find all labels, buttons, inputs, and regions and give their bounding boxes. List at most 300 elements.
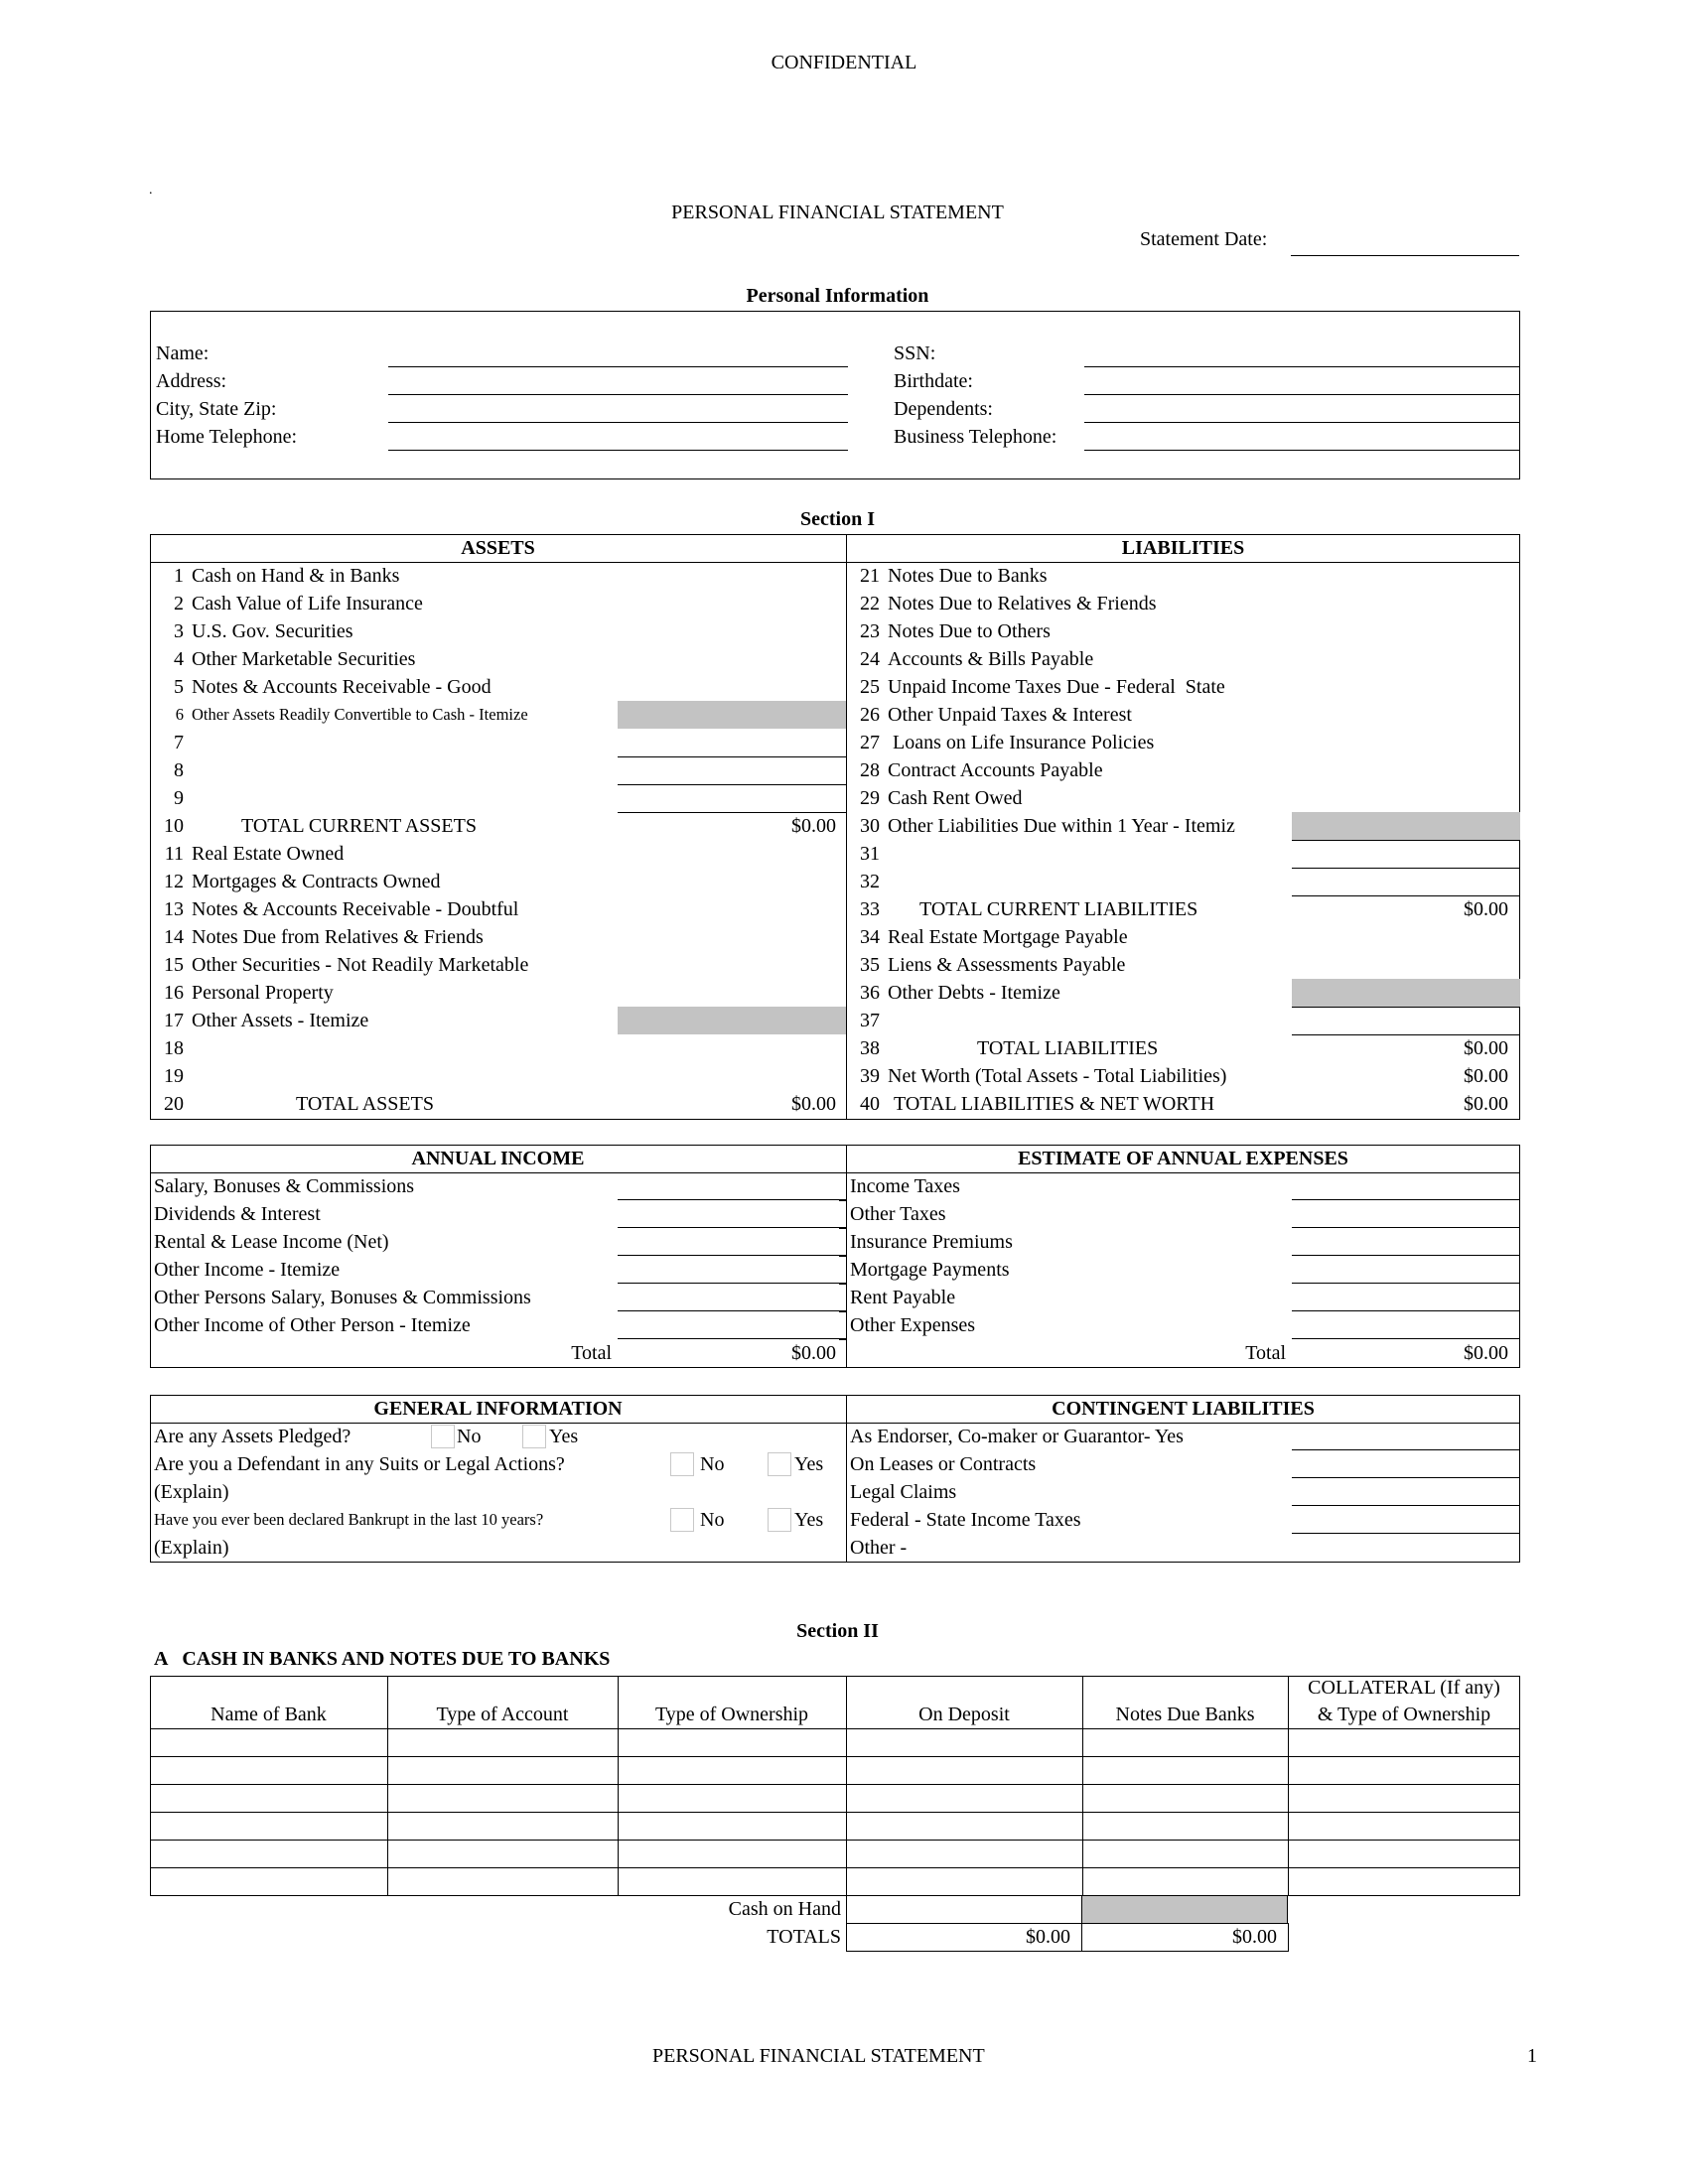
bank-table-cell[interactable] — [622, 1840, 842, 1867]
liabilities-header: LIABILITIES — [1121, 537, 1245, 559]
assets-pledged-no-checkbox[interactable] — [431, 1425, 455, 1448]
asset-8-rule — [618, 784, 846, 785]
liability-row — [850, 701, 1132, 729]
expense-value-field[interactable] — [1292, 1172, 1520, 1200]
bank-table-cell[interactable] — [850, 1784, 1078, 1812]
asset-label: Cash Value of Life Insurance — [192, 593, 423, 614]
bank-table-cell[interactable] — [154, 1728, 383, 1756]
liability-number: 37 — [860, 1010, 880, 1031]
asset-number: 14 — [164, 926, 184, 948]
assets-pledged-question: Are any Assets Pledged? — [154, 1426, 352, 1447]
document-title: PERSONAL FINANCIAL STATEMENT — [671, 202, 1004, 223]
defendant-no-checkbox[interactable] — [670, 1452, 694, 1476]
asset-9-rule — [618, 812, 846, 813]
asset-value[interactable] — [618, 590, 836, 617]
bank-table-cell[interactable] — [154, 1840, 383, 1867]
bankrupt-no-label: No — [700, 1509, 725, 1531]
bank-table-cell[interactable] — [622, 1756, 842, 1784]
col-type-of-ownership: Type of Ownership — [654, 1704, 809, 1725]
liability-label: Contract Accounts Payable — [888, 759, 1103, 781]
asset-label: Real Estate Owned — [192, 843, 345, 865]
bank-table-cell[interactable] — [850, 1756, 1078, 1784]
assets-pledged-yes-checkbox[interactable] — [522, 1425, 546, 1448]
liability-30-rule — [1292, 840, 1520, 841]
liability-number: 33 — [860, 898, 880, 920]
liability-value[interactable] — [1292, 562, 1508, 590]
expenses-total-value: $0.00 — [1464, 1342, 1508, 1364]
liability-number: 26 — [860, 704, 880, 726]
liability-number: 21 — [860, 565, 880, 587]
liability-value[interactable] — [1292, 617, 1508, 645]
asset-label: Notes Due from Relatives & Friends — [192, 926, 484, 948]
liability-label: TOTAL CURRENT LIABILITIES — [919, 898, 1198, 920]
col-notes-due-banks: Notes Due Banks — [1115, 1704, 1255, 1725]
general-info-header: GENERAL INFORMATION — [373, 1398, 623, 1420]
asset-7-rule — [618, 756, 846, 757]
asset-number: 15 — [164, 954, 184, 976]
expense-value-field[interactable] — [1292, 1311, 1520, 1339]
bank-table-cell[interactable] — [850, 1867, 1078, 1895]
liability-value[interactable] — [1292, 923, 1508, 951]
asset-number: 5 — [174, 676, 184, 698]
col-name-of-bank: Name of Bank — [211, 1704, 327, 1725]
liability-value: $0.00 — [1464, 1037, 1508, 1059]
liability-number: 27 — [860, 732, 880, 753]
bank-table-cell[interactable] — [622, 1867, 842, 1895]
city-state-zip-field[interactable] — [388, 395, 848, 423]
income-value-field[interactable] — [618, 1200, 846, 1228]
liability-row — [850, 1090, 1214, 1118]
liability-label: Accounts & Bills Payable — [888, 648, 1094, 670]
bank-table-cell[interactable] — [154, 1784, 383, 1812]
bank-table-cell[interactable] — [1292, 1756, 1516, 1784]
annual-income-header: ANNUAL INCOME — [411, 1148, 585, 1169]
bank-table-cell[interactable] — [850, 1840, 1078, 1867]
expense-value-field[interactable] — [1292, 1256, 1520, 1284]
address-label: Address: — [156, 370, 227, 392]
liability-label: Net Worth (Total Assets - Total Liabilities) — [888, 1065, 1227, 1087]
liability-value[interactable] — [1292, 840, 1508, 868]
liability-number: 36 — [860, 982, 880, 1004]
asset-value[interactable] — [618, 1062, 836, 1090]
ssn-label: SSN: — [894, 342, 936, 364]
liability-row — [850, 562, 1048, 590]
asset-row — [154, 756, 192, 784]
asset-number: 20 — [164, 1093, 184, 1115]
section-2-heading: Section II — [796, 1620, 879, 1642]
home-telephone-label: Home Telephone: — [156, 426, 298, 448]
bank-table-cell[interactable] — [622, 1728, 842, 1756]
income-label: Other Income - Itemize — [154, 1259, 341, 1281]
liability-row — [850, 756, 1103, 784]
bank-table-cell[interactable] — [1292, 1728, 1516, 1756]
asset-row — [154, 701, 528, 729]
asset-label: TOTAL ASSETS — [296, 1093, 434, 1115]
liability-row — [850, 895, 1197, 923]
asset-value[interactable] — [618, 868, 836, 895]
liability-row — [850, 1034, 1158, 1062]
income-total-label: Total — [571, 1342, 612, 1364]
liability-value[interactable] — [1292, 784, 1508, 812]
personal-info-box — [150, 311, 1520, 479]
asset-value[interactable] — [618, 979, 836, 1007]
asset-row — [154, 1090, 434, 1118]
bank-table-cell[interactable] — [622, 1812, 842, 1840]
liability-label: Notes Due to Banks — [888, 565, 1048, 587]
asset-label: Cash on Hand & in Banks — [192, 565, 400, 587]
liability-number: 39 — [860, 1065, 880, 1087]
expense-label: Income Taxes — [850, 1175, 960, 1197]
liability-value: $0.00 — [1464, 898, 1508, 920]
totals-label: TOTALS — [767, 1926, 841, 1948]
liability-row — [850, 951, 1125, 979]
asset-value[interactable] — [618, 617, 836, 645]
contingent-value-field[interactable] — [1292, 1423, 1520, 1450]
asset-row — [154, 868, 441, 895]
asset-value[interactable] — [618, 840, 836, 868]
liability-37-rule — [1292, 1034, 1520, 1035]
liability-value[interactable] — [1292, 645, 1508, 673]
asset-number: 4 — [174, 648, 184, 670]
col-collateral-line2: & Type of Ownership — [1317, 1704, 1491, 1725]
liability-value[interactable] — [1292, 729, 1508, 756]
defendant-yes-checkbox[interactable] — [768, 1452, 791, 1476]
contingent-liabilities-header: CONTINGENT LIABILITIES — [1052, 1398, 1315, 1420]
dependents-label: Dependents: — [894, 398, 993, 420]
liability-number: 29 — [860, 787, 880, 809]
asset-row — [154, 1062, 192, 1090]
expenses-total-label: Total — [1245, 1342, 1286, 1364]
contingent-value-field[interactable] — [1292, 1450, 1520, 1478]
bank-table-cell[interactable] — [1086, 1812, 1284, 1840]
asset-value[interactable] — [618, 923, 836, 951]
liability-number: 34 — [860, 926, 880, 948]
bank-table-cell[interactable] — [1086, 1867, 1284, 1895]
asset-row — [154, 812, 477, 840]
cash-on-hand-label: Cash on Hand — [728, 1898, 841, 1920]
asset-number: 8 — [174, 759, 184, 781]
home-telephone-field[interactable] — [388, 423, 848, 451]
liability-row — [850, 979, 1060, 1007]
bank-table-cell[interactable] — [154, 1867, 383, 1895]
bank-table-cell[interactable] — [850, 1728, 1078, 1756]
liability-number: 23 — [860, 620, 880, 642]
bank-table-cell[interactable] — [1086, 1784, 1284, 1812]
col-collateral-line1: COLLATERAL (If any) — [1308, 1677, 1500, 1699]
asset-value[interactable] — [618, 895, 836, 923]
income-value-field[interactable] — [618, 1172, 846, 1200]
liability-30-gray-cell — [1292, 812, 1520, 840]
bank-table-cell[interactable] — [391, 1867, 614, 1895]
asset-number: 6 — [175, 705, 184, 724]
liability-row — [850, 784, 1023, 812]
asset-row — [154, 590, 423, 617]
bank-table-cell[interactable] — [154, 1756, 383, 1784]
liability-label: Other Unpaid Taxes & Interest — [888, 704, 1132, 726]
bank-table-cell[interactable] — [154, 1812, 383, 1840]
liability-31-rule — [1292, 868, 1520, 869]
asset-row — [154, 673, 492, 701]
liability-number: 24 — [860, 648, 880, 670]
liability-value[interactable] — [1292, 756, 1508, 784]
contingent-value-field[interactable] — [1292, 1478, 1520, 1506]
liability-row — [850, 590, 1157, 617]
asset-label: U.S. Gov. Securities — [192, 620, 353, 642]
asset-row — [154, 951, 528, 979]
liability-number: 31 — [860, 843, 880, 865]
liability-row — [850, 729, 1154, 756]
confidential-label: CONFIDENTIAL — [771, 52, 917, 73]
asset-value[interactable] — [618, 729, 836, 756]
asset-row — [154, 923, 484, 951]
liability-number: 38 — [860, 1037, 880, 1059]
asset-row — [154, 562, 399, 590]
personal-info-heading: Personal Information — [746, 285, 929, 307]
liability-row — [850, 617, 1051, 645]
expense-label: Mortgage Payments — [850, 1259, 1010, 1281]
asset-value[interactable] — [618, 951, 836, 979]
liability-number: 32 — [860, 871, 880, 892]
asset-label: Other Assets Readily Convertible to Cash - Itemize — [192, 705, 528, 724]
business-telephone-field[interactable] — [1084, 423, 1519, 451]
asset-value[interactable] — [618, 645, 836, 673]
income-value-field[interactable] — [618, 1228, 846, 1256]
bank-table-cell[interactable] — [391, 1812, 614, 1840]
business-telephone-label: Business Telephone: — [894, 426, 1057, 448]
asset-label: Notes & Accounts Receivable - Good — [192, 676, 492, 698]
bankrupt-explain: (Explain) — [154, 1537, 229, 1559]
bank-table-cell[interactable] — [1086, 1756, 1284, 1784]
defendant-no-label: No — [700, 1453, 725, 1475]
bank-table-cell[interactable] — [622, 1784, 842, 1812]
total-notes-due: $0.00 — [1232, 1926, 1277, 1948]
liability-label: Cash Rent Owed — [888, 787, 1023, 809]
liability-label: Notes Due to Relatives & Friends — [888, 593, 1157, 614]
liability-row — [850, 1062, 1226, 1090]
asset-number: 12 — [164, 871, 184, 892]
liability-32-rule — [1292, 895, 1520, 896]
liability-value[interactable] — [1292, 701, 1508, 729]
liability-label: Unpaid Income Taxes Due - Federal State — [888, 676, 1225, 698]
asset-row — [154, 840, 344, 868]
asset-number: 7 — [174, 732, 184, 753]
asset-number: 19 — [164, 1065, 184, 1087]
liability-label: Other Liabilities Due within 1 Year - Itemiz — [888, 815, 1235, 837]
liability-row — [850, 923, 1128, 951]
assets-header: ASSETS — [461, 537, 535, 559]
footer-title: PERSONAL FINANCIAL STATEMENT — [652, 2045, 985, 2067]
income-total-value: $0.00 — [791, 1342, 836, 1364]
cash-on-hand-field[interactable] — [846, 1895, 1082, 1924]
bankrupt-question: Have you ever been declared Bankrupt in the last 10 years? — [154, 1510, 544, 1529]
asset-value[interactable] — [618, 1034, 836, 1062]
liability-label: Liens & Assessments Payable — [888, 954, 1126, 976]
expense-value-field[interactable] — [1292, 1228, 1520, 1256]
asset-value[interactable] — [618, 784, 836, 812]
asset-value: $0.00 — [791, 1093, 836, 1115]
bank-table-cell[interactable] — [1292, 1840, 1516, 1867]
liability-36-gray-cell — [1292, 979, 1520, 1007]
asset-label: Notes & Accounts Receivable - Doubtful — [192, 898, 519, 920]
bankrupt-yes-checkbox[interactable] — [768, 1508, 791, 1532]
liability-value[interactable] — [1292, 590, 1508, 617]
bank-table-cell[interactable] — [391, 1728, 614, 1756]
asset-label: Other Assets - Itemize — [192, 1010, 369, 1031]
bank-table-cell[interactable] — [391, 1840, 614, 1867]
asset-row — [154, 617, 353, 645]
liability-label: Other Debts - Itemize — [888, 982, 1060, 1004]
bank-table-cell[interactable] — [1086, 1840, 1284, 1867]
asset-number: 16 — [164, 982, 184, 1004]
asset-number: 17 — [164, 1010, 184, 1031]
asset-row — [154, 784, 192, 812]
liability-value[interactable] — [1292, 868, 1508, 895]
liability-value[interactable] — [1292, 951, 1508, 979]
assets-pledged-no-label: No — [457, 1426, 482, 1447]
asset-label: Other Marketable Securities — [192, 648, 416, 670]
liability-number: 35 — [860, 954, 880, 976]
asset-17-gray-cell — [618, 1007, 846, 1034]
expense-label: Insurance Premiums — [850, 1231, 1013, 1253]
contingent-label: Federal - State Income Taxes — [850, 1509, 1081, 1531]
liability-number: 28 — [860, 759, 880, 781]
asset-label: Personal Property — [192, 982, 334, 1004]
cash-in-banks-heading: A CASH IN BANKS AND NOTES DUE TO BANKS — [154, 1648, 611, 1670]
asset-row — [154, 1034, 192, 1062]
income-expenses-divider — [846, 1145, 847, 1368]
stray-dot: . — [149, 183, 153, 198]
liability-36-rule — [1292, 1007, 1520, 1008]
bankrupt-no-checkbox[interactable] — [670, 1508, 694, 1532]
asset-number: 11 — [164, 843, 184, 865]
liability-number: 25 — [860, 676, 880, 698]
col-type-of-account: Type of Account — [436, 1704, 569, 1725]
expense-value-field[interactable] — [1292, 1284, 1520, 1311]
bank-table-cell[interactable] — [850, 1812, 1078, 1840]
contingent-label: Other - — [850, 1537, 908, 1559]
liability-label: TOTAL LIABILITIES & NET WORTH — [894, 1093, 1215, 1115]
cash-on-hand-gray-cell — [1082, 1896, 1288, 1924]
statement-date-field[interactable] — [1291, 228, 1519, 256]
asset-row — [154, 645, 415, 673]
col-on-deposit: On Deposit — [918, 1704, 1010, 1725]
contingent-label: Legal Claims — [850, 1481, 957, 1503]
annual-expenses-header: ESTIMATE OF ANNUAL EXPENSES — [1018, 1148, 1348, 1169]
asset-row — [154, 1007, 368, 1034]
bank-table-cell[interactable] — [1292, 1784, 1516, 1812]
bank-table-cell[interactable] — [391, 1756, 614, 1784]
asset-number: 1 — [174, 565, 184, 587]
liability-number: 22 — [860, 593, 880, 614]
asset-row — [154, 729, 192, 756]
city-state-zip-label: City, State Zip: — [156, 398, 277, 420]
section-1-divider — [846, 534, 847, 1120]
bank-table-cell[interactable] — [391, 1784, 614, 1812]
page-number: 1 — [1527, 2045, 1537, 2067]
income-label: Other Persons Salary, Bonuses & Commissions — [154, 1287, 531, 1308]
ssn-field[interactable] — [1084, 340, 1519, 367]
asset-label: Mortgages & Contracts Owned — [192, 871, 441, 892]
asset-number: 10 — [164, 815, 184, 837]
assets-pledged-yes-label: Yes — [549, 1426, 579, 1447]
contingent-label: On Leases or Contracts — [850, 1453, 1037, 1475]
birthdate-label: Birthdate: — [894, 370, 973, 392]
name-field[interactable] — [388, 340, 848, 367]
dependents-field[interactable] — [1084, 395, 1519, 423]
liability-label: Loans on Life Insurance Policies — [888, 732, 1155, 753]
liability-value[interactable] — [1292, 1007, 1508, 1034]
bankrupt-yes-label: Yes — [794, 1509, 824, 1531]
asset-number: 18 — [164, 1037, 184, 1059]
asset-value[interactable] — [618, 673, 836, 701]
statement-date-label: Statement Date: — [1140, 228, 1268, 250]
birthdate-field[interactable] — [1084, 367, 1519, 395]
income-label: Rental & Lease Income (Net) — [154, 1231, 389, 1253]
asset-number: 13 — [164, 898, 184, 920]
liability-value[interactable] — [1292, 673, 1508, 701]
contingent-label: As Endorser, Co-maker or Guarantor- Yes — [850, 1426, 1184, 1447]
liability-row — [850, 1007, 888, 1034]
expense-label: Rent Payable — [850, 1287, 956, 1308]
liability-row — [850, 645, 1093, 673]
asset-label: TOTAL CURRENT ASSETS — [241, 815, 477, 837]
asset-number: 2 — [174, 593, 184, 614]
income-label: Other Income of Other Person - Itemize — [154, 1314, 471, 1336]
asset-number: 9 — [174, 787, 184, 809]
total-on-deposit: $0.00 — [1026, 1926, 1070, 1948]
liability-row — [850, 812, 1235, 840]
liability-row — [850, 868, 888, 895]
liability-label: Notes Due to Others — [888, 620, 1051, 642]
income-value-field[interactable] — [618, 1311, 846, 1339]
defendant-explain: (Explain) — [154, 1481, 229, 1503]
asset-row — [154, 895, 518, 923]
name-label: Name: — [156, 342, 210, 364]
asset-6-gray-cell — [618, 701, 846, 729]
liability-value: $0.00 — [1464, 1065, 1508, 1087]
liability-number: 40 — [860, 1093, 880, 1115]
asset-row — [154, 979, 334, 1007]
expense-label: Other Taxes — [850, 1203, 946, 1225]
asset-value[interactable] — [618, 756, 836, 784]
liability-label: TOTAL LIABILITIES — [977, 1037, 1159, 1059]
address-field[interactable] — [388, 367, 848, 395]
tick-rule — [839, 1339, 846, 1340]
bank-table-cell[interactable] — [1086, 1728, 1284, 1756]
asset-number: 3 — [174, 620, 184, 642]
expense-label: Other Expenses — [850, 1314, 976, 1336]
income-label: Salary, Bonuses & Commissions — [154, 1175, 415, 1197]
liability-label: Real Estate Mortgage Payable — [888, 926, 1128, 948]
asset-value: $0.00 — [791, 815, 836, 837]
expense-value-field[interactable] — [1292, 1200, 1520, 1228]
liability-row — [850, 673, 1225, 701]
income-value-field[interactable] — [618, 1284, 846, 1311]
liability-value: $0.00 — [1464, 1093, 1508, 1115]
asset-value[interactable] — [618, 562, 836, 590]
bank-table-cell[interactable] — [1292, 1867, 1516, 1895]
contingent-value-field[interactable] — [1292, 1506, 1520, 1534]
income-label: Dividends & Interest — [154, 1203, 321, 1225]
defendant-yes-label: Yes — [794, 1453, 824, 1475]
income-value-field[interactable] — [618, 1256, 846, 1284]
asset-label: Other Securities - Not Readily Marketable — [192, 954, 529, 976]
defendant-question: Are you a Defendant in any Suits or Legal Actions? — [154, 1453, 565, 1475]
bank-table-cell[interactable] — [1292, 1812, 1516, 1840]
section-1-heading: Section I — [800, 508, 875, 530]
liability-row — [850, 840, 888, 868]
liability-number: 30 — [860, 815, 880, 837]
